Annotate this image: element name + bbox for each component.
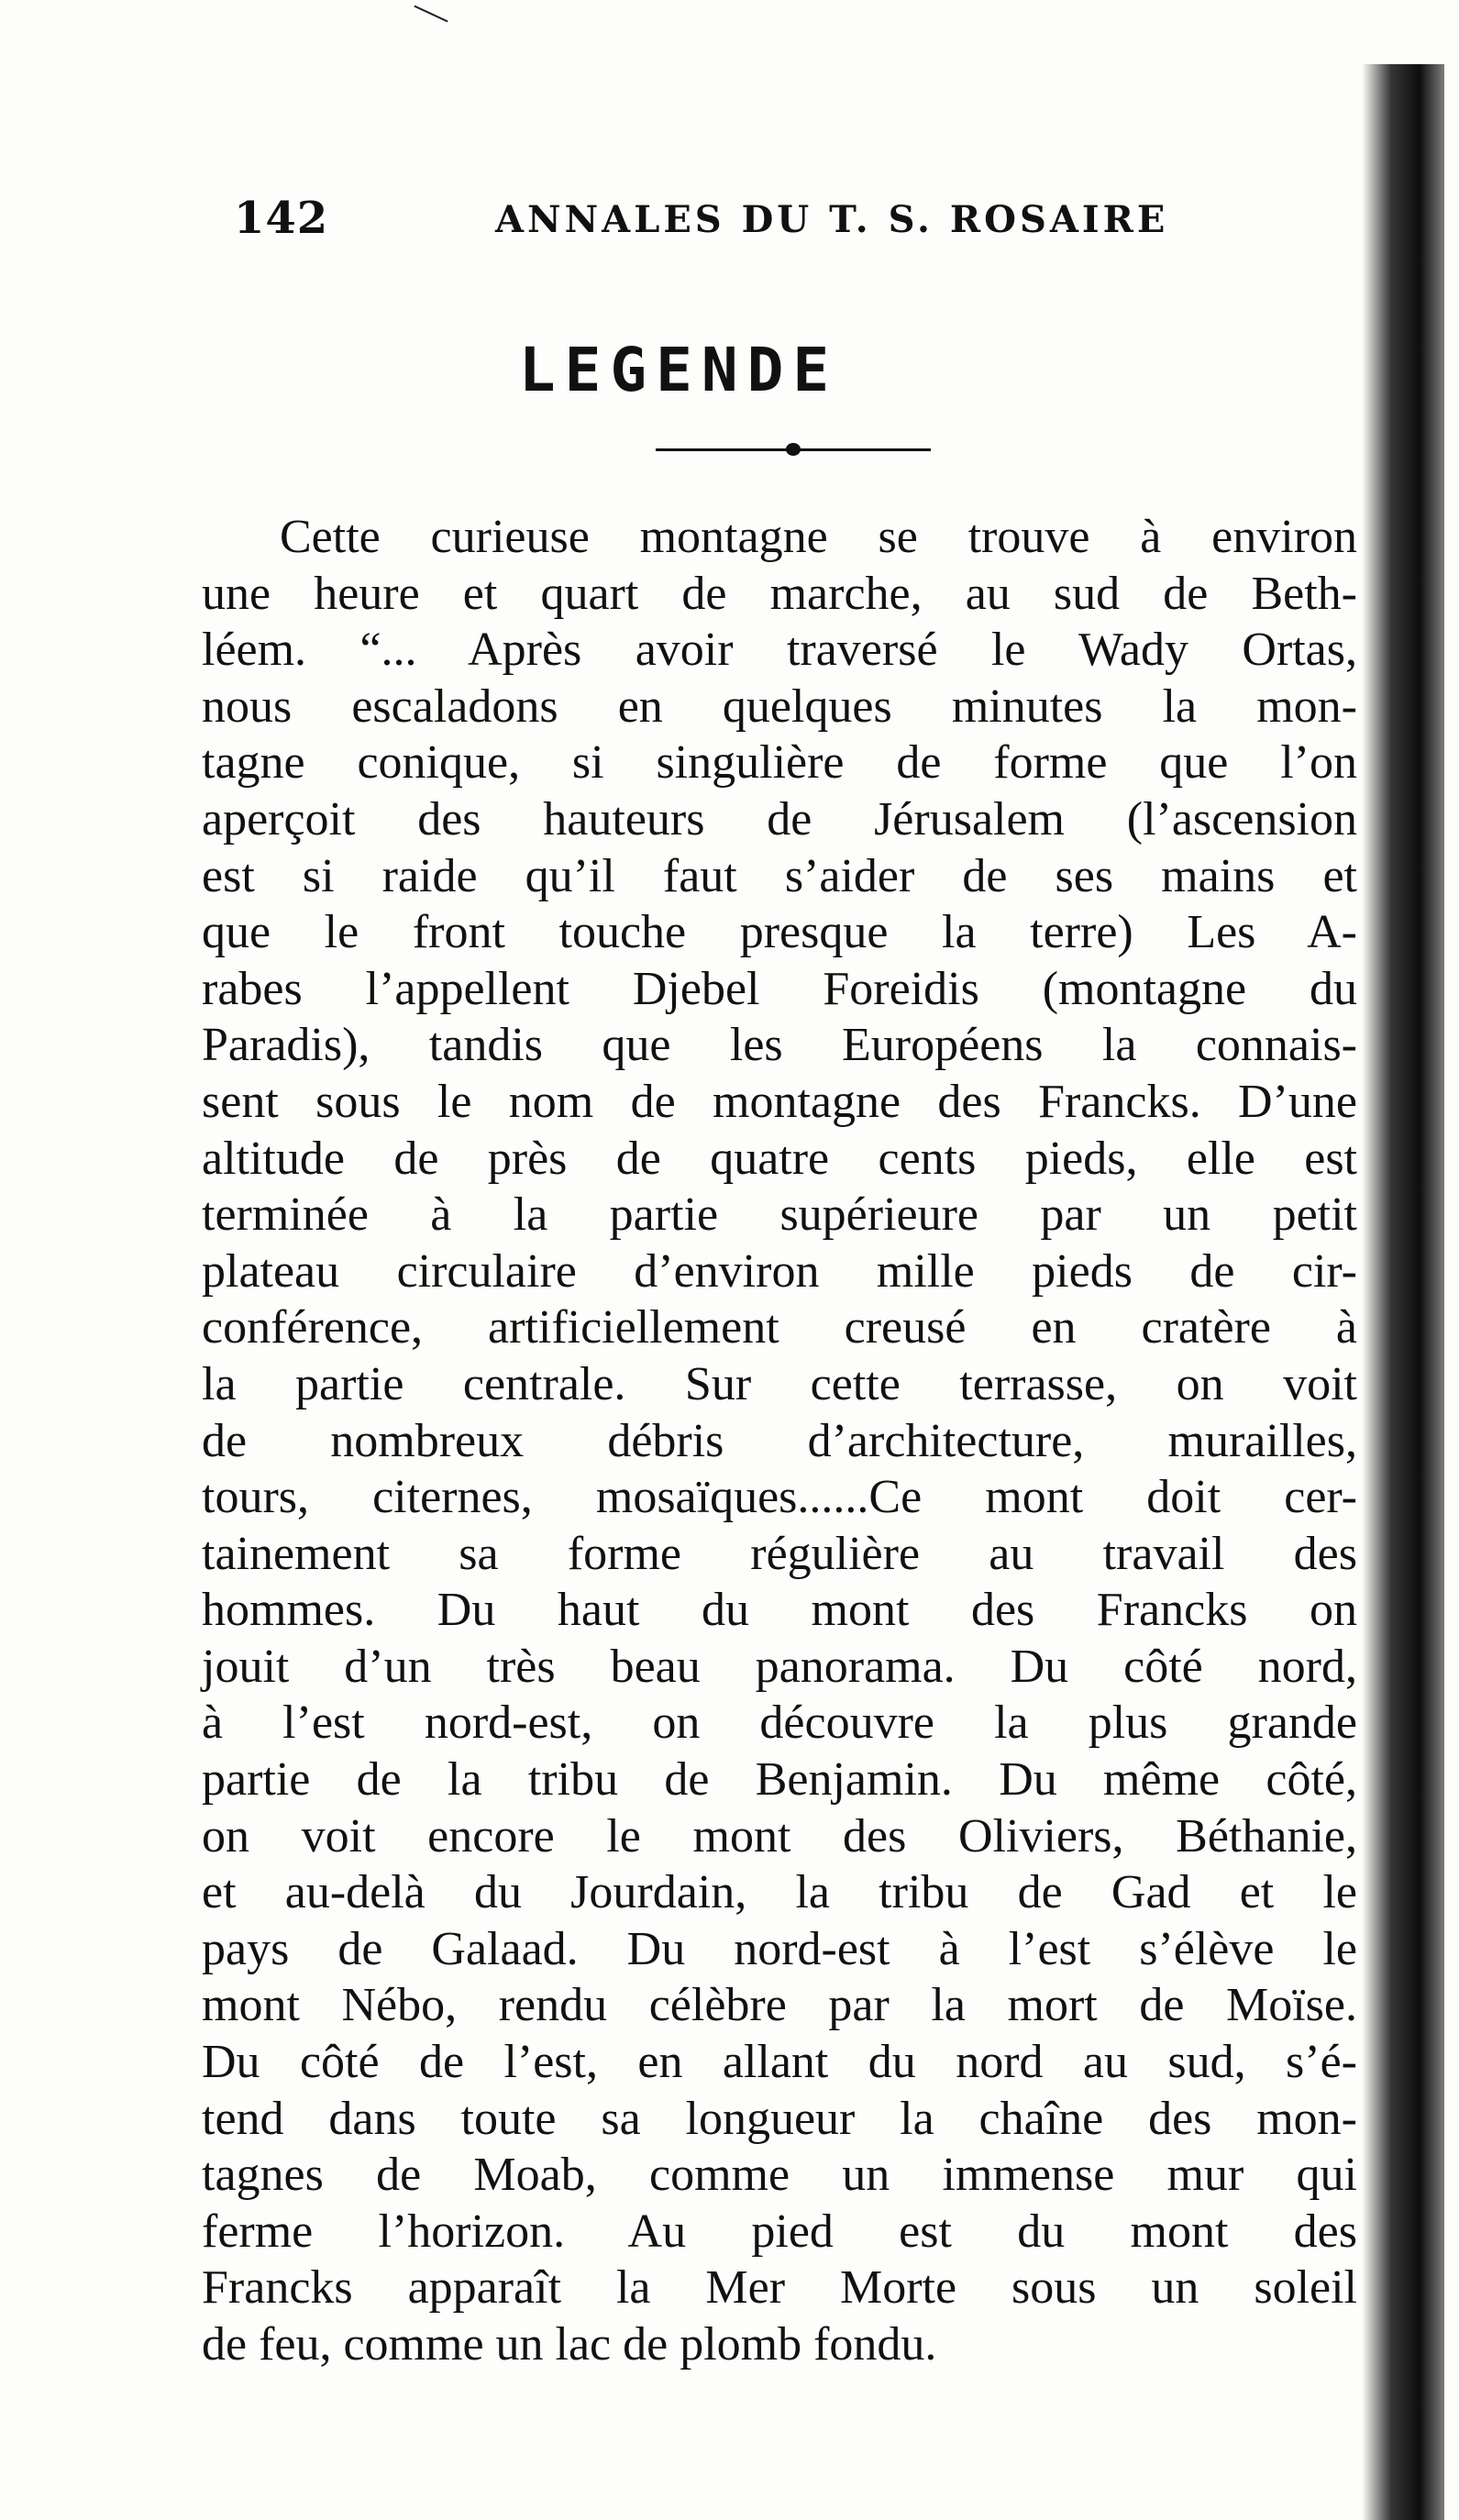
text-line: pays de Galaad. Du nord-est à l’est s’élève le bbox=[202, 1922, 1357, 1975]
text-line: conférence, artificiellement creusé en cratère à bbox=[202, 1301, 1357, 1354]
text-line: hommes. Du haut du mont des Francks on bbox=[202, 1584, 1357, 1637]
text-line: sent sous le nom de montagne des Francks. D’une bbox=[202, 1075, 1357, 1128]
text-line: nous escaladons en quelques minutes la mon- bbox=[202, 680, 1357, 733]
text-line: aperçoit des hauteurs de Jérusalem (l’ascension bbox=[202, 792, 1357, 846]
text-line: rabes l’appellent Djebel Foreidis (montagne du bbox=[202, 962, 1357, 1015]
text-line: jouit d’un très beau panorama. Du côté nord, bbox=[202, 1640, 1357, 1693]
text-line: plateau circulaire d’environ mille pieds de cir- bbox=[202, 1244, 1357, 1298]
text-line: partie de la tribu de Benjamin. Du même côté, bbox=[202, 1753, 1357, 1807]
text-line: tainement sa forme régulière au travail des bbox=[202, 1527, 1357, 1580]
text-line: de feu, comme un lac de plomb fondu. bbox=[202, 2318, 937, 2371]
text-line: Cette curieuse montagne se trouve à environ bbox=[280, 511, 1357, 563]
text-line: est si raide qu’il faut s’aider de ses mains et bbox=[202, 849, 1357, 902]
text-line: à l’est nord-est, on découvre la plus grande bbox=[202, 1697, 1357, 1750]
page-number: 142 bbox=[234, 193, 329, 244]
body-text bbox=[202, 509, 1357, 2373]
running-head bbox=[234, 193, 1188, 248]
text-line: tend dans toute sa longueur la chaîne des mon- bbox=[202, 2092, 1357, 2145]
scan-mark bbox=[414, 6, 448, 23]
text-line: mont Nébo, rendu célèbre par la mort de Moïse. bbox=[202, 1979, 1357, 2032]
divider-dot bbox=[786, 443, 801, 456]
section-title: LEGENDE bbox=[518, 335, 839, 405]
text-line: une heure et quart de marche, au sud de Beth- bbox=[202, 567, 1357, 620]
running-title: ANNALES DU T. S. ROSAIRE bbox=[495, 198, 1169, 241]
binding-shadow bbox=[1362, 64, 1444, 2520]
text-line: et au-delà du Jourdain, la tribu de Gad et le bbox=[202, 1866, 1357, 1919]
text-line: on voit encore le mont des Oliviers, Béthanie, bbox=[202, 1809, 1357, 1862]
text-line: tours, citernes, mosaïques......Ce mont doit cer- bbox=[202, 1471, 1357, 1524]
text-line: altitude de près de quatre cents pieds, elle est bbox=[202, 1132, 1357, 1185]
text-line: que le front touche presque la terre) Les A- bbox=[202, 906, 1357, 959]
text-line: tagnes de Moab, comme un immense mur qui bbox=[202, 2149, 1357, 2202]
text-line: ferme l’horizon. Au pied est du mont des bbox=[202, 2205, 1357, 2258]
text-line: la partie centrale. Sur cette terrasse, on voit bbox=[202, 1357, 1357, 1410]
text-line: Paradis), tandis que les Européens la connais- bbox=[202, 1019, 1357, 1072]
text-line: tagne conique, si singulière de forme que l’on bbox=[202, 736, 1357, 790]
text-line: terminée à la partie supérieure par un petit bbox=[202, 1188, 1357, 1242]
text-line: de nombreux débris d’architecture, murailles, bbox=[202, 1414, 1357, 1467]
text-line: Du côté de l’est, en allant du nord au sud, s’é- bbox=[202, 2036, 1357, 2089]
ornament-divider bbox=[656, 440, 931, 459]
text-line: Francks apparaît la Mer Morte sous un soleil bbox=[202, 2261, 1357, 2315]
text-line: léem. “... Après avoir traversé le Wady Ortas, bbox=[202, 624, 1357, 677]
